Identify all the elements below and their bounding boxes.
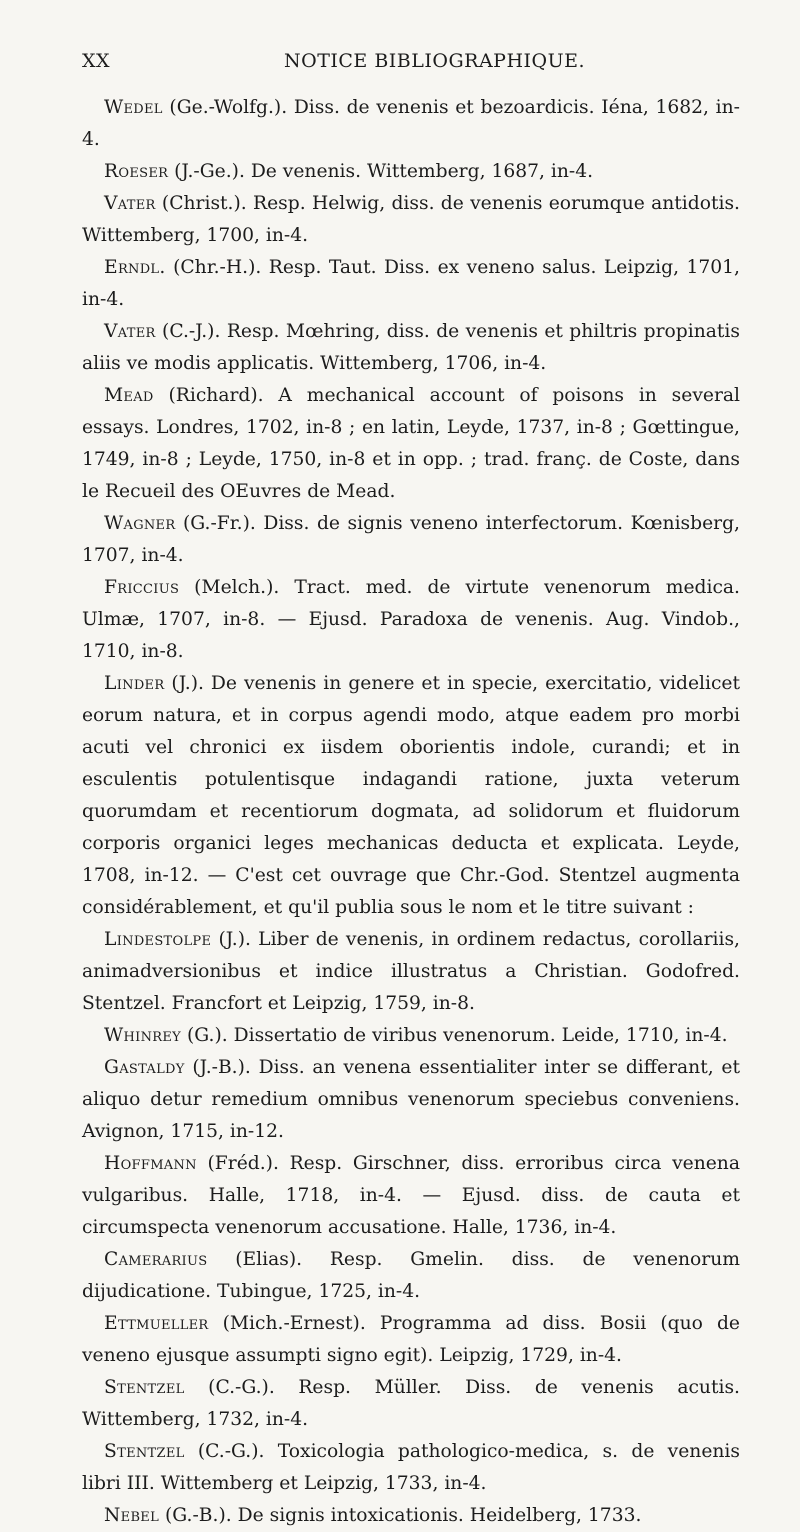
entry-author: Wagner — [104, 513, 176, 534]
entry-author: Stentzel — [104, 1377, 185, 1398]
bibliography-entry — [82, 316, 740, 380]
bibliography-entry — [82, 668, 740, 924]
entry-author: Whinrey — [104, 1025, 182, 1046]
bibliography-entry — [82, 380, 740, 508]
bibliography-entry — [82, 1308, 740, 1372]
page-number: XX — [82, 50, 111, 72]
bibliography-entry — [82, 1020, 740, 1052]
entry-text: (G.-B.). De signis intoxicationis. Heidelberg, 1733. — [159, 1505, 642, 1526]
entry-text: (Mich.-Ernest). Programma ad diss. Bosii (quo de veneno ejusque assumpti signo egit). Leipzig, 1729, in-4. — [82, 1313, 740, 1366]
entry-author: Camerarius — [104, 1249, 208, 1270]
entry-author: Hoffmann — [104, 1153, 197, 1174]
entry-author: Roeser — [104, 161, 169, 182]
entry-text: (C.-G.). Resp. Müller. Diss. de venenis acutis. Wittemberg, 1732, in-4. — [82, 1377, 740, 1430]
entry-author: Ettmueller — [104, 1313, 209, 1334]
entry-author: Gastaldy — [104, 1057, 185, 1078]
entry-text: (J.-B.). Diss. an venena essentialiter inter se differant, et aliquo detur remedium omnibus venenorum speciebus conveniens. Avignon, 1715, in-12. — [82, 1057, 740, 1142]
entry-text: (Christ.). Resp. Helwig, diss. de venenis eorumque antidotis. Wittemberg, 1700, in-4. — [82, 193, 740, 246]
entry-author: Linder — [104, 673, 165, 694]
bibliography-entry — [82, 508, 740, 572]
bibliography-entry — [82, 1244, 740, 1308]
entry-author: Mead — [104, 385, 154, 406]
page-title: NOTICE BIBLIOGRAPHIQUE. — [284, 50, 586, 72]
bibliography-entry — [82, 1500, 740, 1532]
entry-text: (G.). Dissertatio de viribus venenorum. Leide, 1710, in-4. — [181, 1025, 728, 1046]
bibliography-entry — [82, 1436, 740, 1500]
bibliography-entry — [82, 1148, 740, 1244]
entry-author: Stentzel — [104, 1441, 185, 1462]
entry-text: (Ge.-Wolfg.). Diss. de venenis et bezoardicis. Iéna, 1682, in-4. — [82, 97, 740, 150]
entry-text: (C.-J.). Resp. Mœhring, diss. de venenis et philtris propinatis aliis ve modis applicatis. Wittemberg, 1706, in-4. — [82, 321, 740, 374]
entry-text: (J.-Ge.). De venenis. Wittemberg, 1687, in-4. — [168, 161, 594, 182]
bibliography-list — [82, 92, 740, 1532]
bibliography-entry — [82, 188, 740, 252]
entry-text: (C.-G.). Toxicologia pathologico-medica, s. de venenis libri III. Wittemberg et Leipzig, 1733, in-4. — [82, 1441, 740, 1494]
entry-text: (Richard). A mechanical account of poisons in several essays. Londres, 1702, in-8 ; en latin, Leyde, 1737, in-8 ; Gœttingue, 1749, in-8 ; Leyde, 1750, in-8 et in opp. ; trad. franç. de Coste, dans le Recueil des OEuvres de Mead. — [82, 385, 740, 502]
entry-author: Nebel — [104, 1505, 160, 1526]
entry-author: Vater — [104, 193, 156, 214]
entry-text: (G.-Fr.). Diss. de signis veneno interfectorum. Kœnisberg, 1707, in-4. — [82, 513, 740, 566]
entry-author: Erndl. — [104, 257, 166, 278]
bibliography-entry — [82, 572, 740, 668]
entry-text: (J.). Liber de venenis, in ordinem redactus, corollariis, animadversionibus et indice illustratus a Christian. Godofred. Stentzel. Francfort et Leipzig, 1759, in-8. — [82, 929, 740, 1014]
entry-text: (Chr.-H.). Resp. Taut. Diss. ex veneno salus. Leipzig, 1701, in-4. — [82, 257, 740, 310]
entry-text: (Fréd.). Resp. Girschner, diss. erroribus circa venena vulgaribus. Halle, 1718, in-4. — Ejusd. diss. de cauta et circumspecta venenorum accusatione. Halle, 1736, in-4. — [82, 1153, 740, 1238]
bibliography-entry — [82, 924, 740, 1020]
running-header — [82, 50, 722, 78]
entry-author: Vater — [104, 321, 156, 342]
bibliography-entry — [82, 156, 740, 188]
bibliography-entry — [82, 252, 740, 316]
bibliography-entry — [82, 1052, 740, 1148]
entry-text: (Elias). Resp. Gmelin. diss. de venenorum dijudicatione. Tubingue, 1725, in-4. — [82, 1249, 740, 1302]
bibliography-entry — [82, 92, 740, 156]
bibliography-entry — [82, 1372, 740, 1436]
entry-author: Lindestolpe — [104, 929, 212, 950]
entry-author: Wedel — [104, 97, 163, 118]
entry-text: (Melch.). Tract. med. de virtute venenorum medica. Ulmæ, 1707, in-8. — Ejusd. Paradoxa de venenis. Aug. Vindob., 1710, in-8. — [82, 577, 740, 662]
entry-text: (J.). De venenis in genere et in specie, exercitatio, videlicet eorum natura, et in corpus agendi modo, atque eadem pro morbi acuti vel chronici ex iisdem oborientis indole, curandi; et in esculentis potulentisque indagandi ratione, juxta veterum quorumdam et recentiorum dogmata, ad solidorum et fluidorum corporis organici leges mechanicas deducta et explicata. Leyde, 1708, in-12. — C'est cet ouvrage que Chr.-God. Stentzel augmenta considérablement, et qu'il publia sous le nom et le titre suivant : — [82, 673, 740, 918]
entry-author: Friccius — [104, 577, 180, 598]
